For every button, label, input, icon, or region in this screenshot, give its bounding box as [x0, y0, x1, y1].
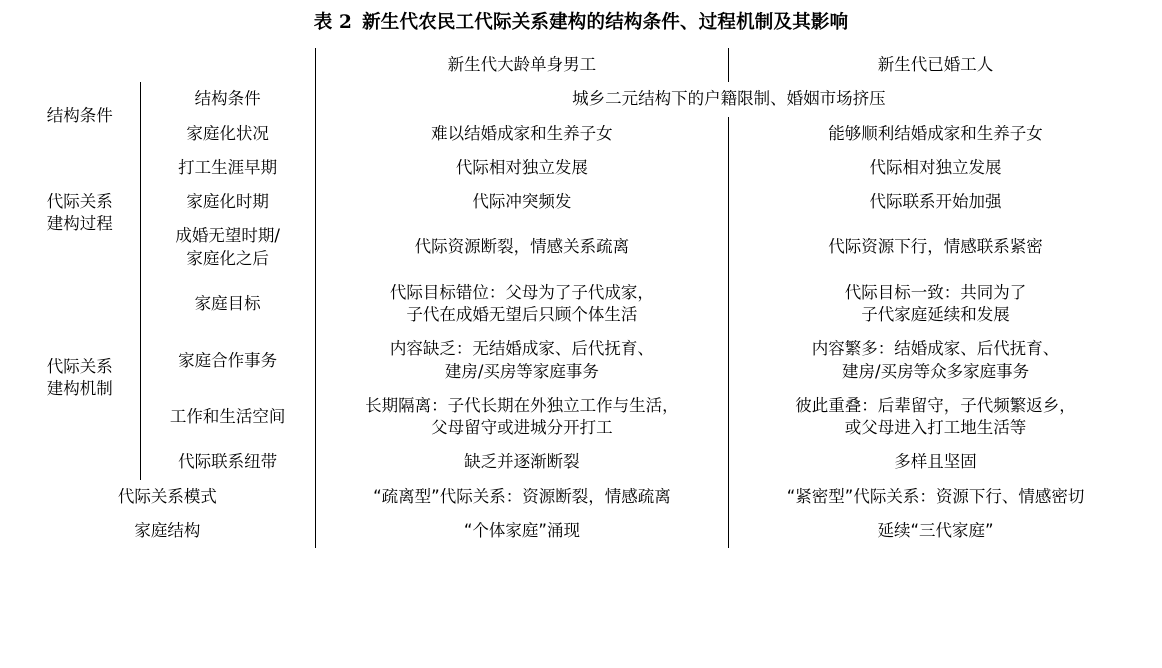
value-line1: 彼此重叠：后辈留守，子代频繁返乡，	[795, 395, 1076, 415]
table-row	[20, 445, 1142, 479]
table-row	[20, 389, 1142, 446]
row-value-a: 难以结婚成家和生养子女	[315, 117, 728, 151]
group-label-line2: 建构机制	[46, 378, 113, 398]
row-value-a: 缺乏并逐渐断裂	[315, 445, 728, 479]
table-row	[20, 276, 1142, 333]
row-value-b: 代际联系开始加强	[869, 192, 1002, 212]
row-full-label: 家庭结构	[20, 514, 315, 548]
row-value-b	[729, 389, 1142, 446]
value-line2: 或父母进入打工地生活等	[844, 418, 1027, 438]
value-line1: 内容繁多：结婚成家、后代抚育、	[811, 339, 1060, 359]
row-value-b: 延续“三代家庭”	[877, 520, 994, 540]
table-row	[20, 117, 1142, 151]
header-col-a: 新生代大龄单身男工	[315, 48, 728, 82]
row-value-a: 代际冲突频发	[315, 185, 728, 219]
group-label-line1: 代际关系	[46, 192, 113, 212]
row-sub-label: 家庭合作事务	[140, 332, 315, 389]
row-value-b: “紧密型”代际关系：资源下行、情感密切	[786, 486, 1085, 506]
table-row	[20, 151, 1142, 185]
value-line2: 子代家庭延续和发展	[861, 305, 1010, 325]
value-line1: 长期隔离：子代长期在外独立工作与生活，	[365, 395, 679, 415]
row-sub-label: 打工生涯早期	[140, 151, 315, 185]
row-value-a: “个体家庭”涌现	[315, 514, 728, 548]
row-sub-label: 家庭化状况	[140, 117, 315, 151]
row-full-label: 代际关系模式	[20, 480, 315, 514]
row-value-a: “疏离型”代际关系：资源断裂，情感疏离	[315, 480, 728, 514]
row-sub-label: 代际联系纽带	[140, 445, 315, 479]
header-blank-group	[20, 48, 140, 82]
group-label-line2: 建构过程	[46, 214, 113, 234]
header-col-b: 新生代已婚工人	[877, 55, 994, 74]
data-table	[20, 48, 1142, 548]
table-caption-title: 新生代农民工代际关系建构的结构条件、过程机制及其影响	[362, 12, 849, 33]
table-row	[20, 185, 1142, 219]
value-line1: 代际目标一致：共同为了	[844, 282, 1027, 302]
table-row	[20, 219, 1142, 276]
value-line2: 建房/买房等家庭事务	[444, 361, 599, 381]
row-value-a	[315, 332, 728, 389]
row-value-a	[315, 389, 728, 446]
row-value-b: 代际相对独立发展	[869, 157, 1002, 177]
row-value-b: 代际资源下行，情感联系紧密	[828, 237, 1043, 257]
table-header-row	[20, 48, 1142, 82]
row-sub-label: 结构条件	[140, 82, 315, 116]
row-sub-label	[140, 219, 315, 276]
row-group-label	[20, 276, 140, 480]
row-value-a: 代际资源断裂，情感关系疏离	[315, 219, 728, 276]
row-value-b: 能够顺利结婚成家和生养子女	[828, 123, 1043, 143]
sub-label-line2: 家庭化之后	[186, 248, 269, 268]
row-value-b: 多样且坚固	[894, 452, 977, 472]
row-value-b	[729, 276, 1142, 333]
value-line1: 代际目标错位：父母为了子代成家，	[389, 282, 654, 302]
table-caption-label: 表 2	[313, 12, 353, 33]
value-line2: 建房/买房等众多家庭事务	[842, 361, 1030, 381]
group-label-line1: 代际关系	[46, 356, 113, 376]
row-sub-label: 家庭目标	[140, 276, 315, 333]
row-merged-value: 城乡二元结构下的户籍限制、婚姻市场挤压	[572, 89, 886, 109]
row-value-a	[315, 276, 728, 333]
row-value-b	[729, 332, 1142, 389]
row-value-a: 代际相对独立发展	[315, 151, 728, 185]
table-row	[20, 82, 1142, 116]
table-caption	[0, 0, 1162, 48]
header-blank-sub	[140, 48, 315, 82]
table-row	[20, 332, 1142, 389]
table-row	[20, 514, 1142, 548]
row-group-label	[20, 151, 140, 276]
value-line2: 父母留守或进城分开打工	[431, 418, 613, 438]
table-row	[20, 480, 1142, 514]
row-sub-label: 工作和生活空间	[140, 389, 315, 446]
row-sub-label: 家庭化时期	[140, 185, 315, 219]
row-group-label: 结构条件	[20, 82, 140, 151]
value-line1: 内容缺乏：无结婚成家、后代抚育、	[389, 339, 654, 359]
value-line2: 子代在成婚无望后只顾个体生活	[406, 305, 638, 325]
sub-label-line1: 成婚无望时期/	[175, 226, 280, 246]
